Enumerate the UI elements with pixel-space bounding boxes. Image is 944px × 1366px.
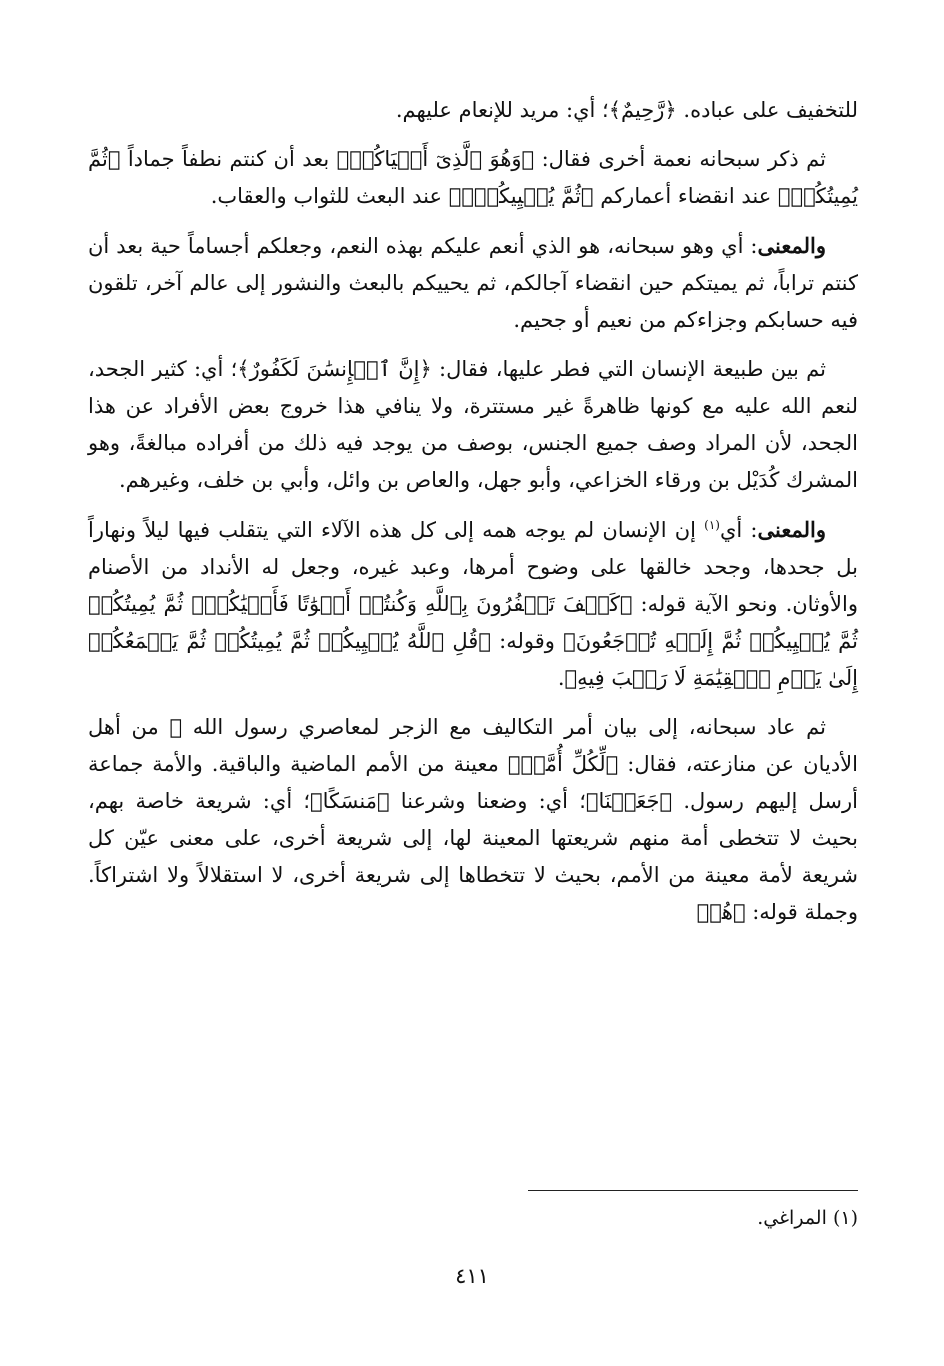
paragraph-1 — [88, 92, 858, 129]
paragraph-2 — [88, 141, 858, 215]
paragraph-3-lead: والمعنى — [757, 233, 826, 258]
paragraph-1-text: للتخفيف على عباده. ﴿رَّحِيمٌ﴾؛ أي: مريد للإنعام عليهم. — [395, 98, 858, 122]
footnote — [88, 1203, 858, 1233]
paragraph-5-text-before-note: : أي — [719, 518, 758, 542]
paragraph-6-text: ثم عاد سبحانه، إلى بيان أمر التكاليف مع الزجر لمعاصري رسول الله ﷺ من أهل الأديان عن منازعته، فقال: ﴿لِّكُلِّ أُمَّةٖ﴾ معينة من الأمم الماضية والباقية. والأمة جماعة أرسل إليهم رسول. ﴿جَعَلۡنَا﴾؛ أي: وضعنا وشرعنا ﴿مَنسَكًا﴾؛ أي: شريعة خاصة بهم، بحيث لا تتخطى أمة منهم شريعتها المعينة لها، إلى شريعة أخرى، على معنى عيّن كل شريعة لأمة معينة من الأمم، بحيث لا تتخطاها إلى شريعة أخرى، لا استقلالاً ولا اشتراكاً. وجملة قوله: ﴿هُمۡ — [88, 715, 858, 924]
paragraph-5 — [88, 511, 858, 697]
paragraph-3-text: : أي وهو سبحانه، هو الذي أنعم عليكم بهذه النعم، وجعلكم أجساماً حية بعد أن كنتم تراباً، ثم يميتكم حين انقضاء آجالكم، ثم يحييكم بالبعث والنشور إلى عالم آخر، تلقون فيه حسابكم وجزاءكم من نعيم أو جحيم. — [88, 234, 858, 332]
footnote-divider — [528, 1190, 858, 1191]
paragraph-5-text: إن الإنسان لم يوجه همه إلى كل هذه الآلاء التي يتقلب فيها ليلاً ونهاراً بل جحدها، وجحد خالقها على وضوح أمرها، وعبد غيره، وجعل له الأنداد من الأصنام والأوثان. ونحو الآية قوله: ﴿كَيۡفَ تَكۡفُرُونَ بِٱللَّهِ وَكُنتُمۡ أَمۡوَٰتًا فَأَحۡيَٰكُمۡۖ ثُمَّ يُمِيتُكُمۡ ثُمَّ يُحۡيِيكُمۡ ثُمَّ إِلَيۡهِ تُرۡجَعُونَ﴾ وقوله: ﴿قُلِ ٱللَّهُ يُحۡيِيكُمۡ ثُمَّ يُمِيتُكُمۡ ثُمَّ يَجۡمَعُكُمۡ إِلَىٰ يَوۡمِ ٱلۡقِيَٰمَةِ لَا رَيۡبَ فِيهِ﴾. — [88, 518, 858, 690]
paragraph-6 — [88, 709, 858, 931]
page-number: ٤١١ — [455, 1264, 489, 1288]
footnote-marker: (١) — [832, 1207, 858, 1229]
paragraph-4-text: ثم بين طبيعة الإنسان التي فطر عليها، فقال: ﴿إِنَّ ٱلۡإِنسَٰنَ لَكَفُورٌ﴾؛ أي: كثير الجحد، لنعم الله عليه مع كونها ظاهرةً غير مستترة، ولا ينافي هذا خروج بعض الأفراد عن هذا الجحد، لأن المراد وصف جميع الجنس، بوصف من يوجد فيه ذلك من أفراده مبالغةً، وهو المشرك كُدَيْل بن ورقاء الخزاعي، وأبو جهل، والعاص بن وائل، وأبي بن خلف، وغيرهم. — [88, 357, 858, 492]
footnote-text: المراغي. — [757, 1207, 827, 1229]
page-body — [88, 92, 858, 931]
paragraph-5-lead: والمعنى — [757, 517, 826, 542]
footnote-reference[interactable]: (١) — [704, 518, 720, 532]
paragraph-3 — [88, 227, 858, 339]
paragraph-4 — [88, 351, 858, 499]
paragraph-2-text: ثم ذكر سبحانه نعمة أخرى فقال: ﴿وَهُوَ ٱلَّذِىٓ أَحۡيَاكُمۡ﴾ بعد أن كنتم نطفاً جماداً ﴿ثُمَّ يُمِيتُكُمۡ﴾ عند انقضاء أعماركم ﴿ثُمَّ يُحۡيِيكُمۡۗ﴾ عند البعث للثواب والعقاب. — [88, 147, 858, 208]
